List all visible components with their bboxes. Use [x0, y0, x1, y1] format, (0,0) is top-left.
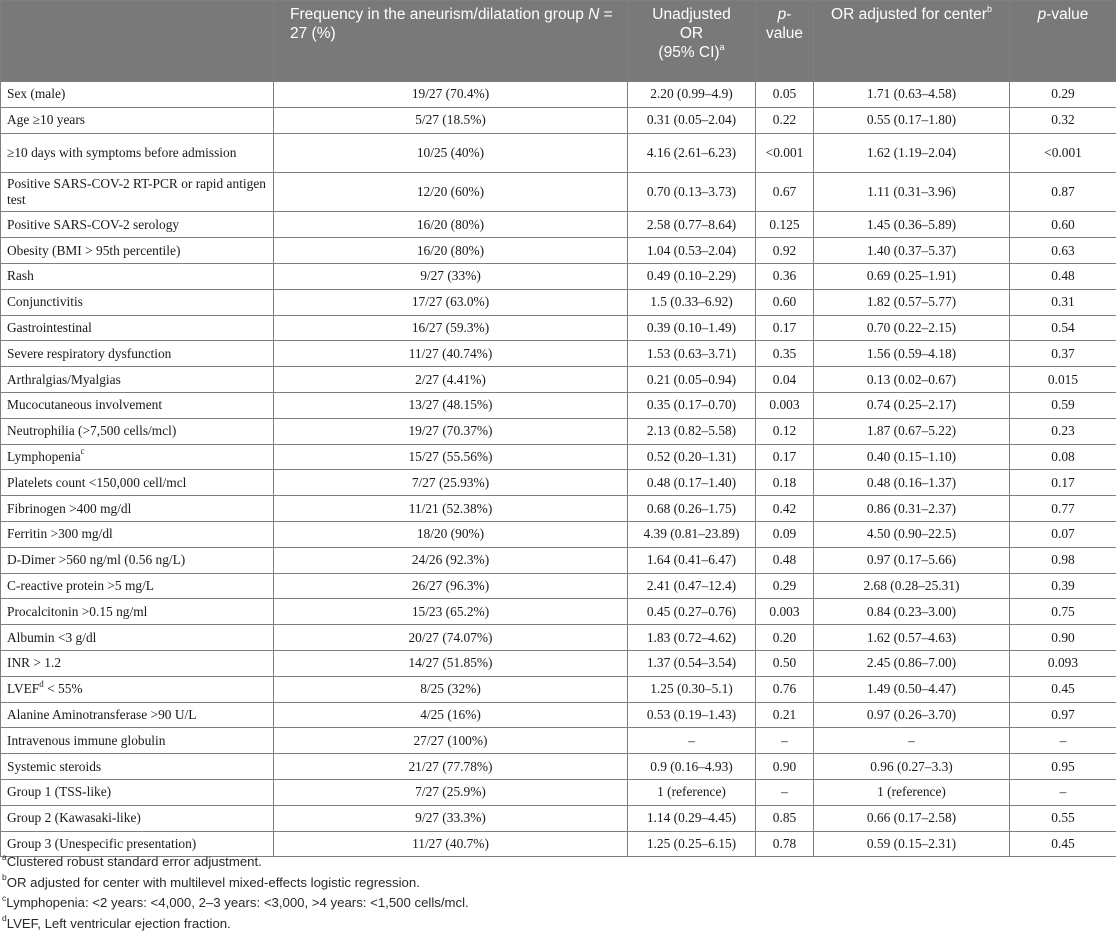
table-row: [1, 779, 1116, 805]
cell-p-value-unadjusted: 0.09: [756, 521, 814, 547]
cell-unadjusted-or: 0.52 (0.20–1.31): [628, 444, 756, 470]
cell-frequency: 16/20 (80%): [274, 238, 628, 264]
variable-footnote-mark: d: [39, 678, 44, 689]
cell-p-value-unadjusted: 0.20: [756, 625, 814, 651]
variable-label: Group 3 (Unespecific presentation): [7, 835, 197, 851]
header-adjusted-or: [814, 1, 1010, 82]
variable-label: Systemic steroids: [7, 758, 102, 774]
cell-frequency: 4/25 (16%): [274, 702, 628, 728]
cell-p-value-unadjusted: 0.48: [756, 547, 814, 573]
cell-p-value-adjusted: 0.63: [1010, 238, 1116, 264]
cell-variable: [1, 82, 274, 108]
cell-frequency: 12/20 (60%): [274, 172, 628, 211]
cell-p-value-adjusted: 0.29: [1010, 82, 1116, 108]
cell-p-value-unadjusted: 0.22: [756, 107, 814, 133]
cell-adjusted-or: 1.87 (0.67–5.22): [814, 418, 1010, 444]
cell-p-value-adjusted: 0.90: [1010, 625, 1116, 651]
cell-p-value-unadjusted: 0.18: [756, 470, 814, 496]
cell-p-value-adjusted: –: [1010, 728, 1116, 754]
cell-unadjusted-or: 0.68 (0.26–1.75): [628, 496, 756, 522]
table-row: [1, 650, 1116, 676]
cell-frequency: 19/27 (70.4%): [274, 82, 628, 108]
cell-p-value-unadjusted: 0.29: [756, 573, 814, 599]
cell-frequency: 11/27 (40.74%): [274, 341, 628, 367]
cell-adjusted-or: 1.82 (0.57–5.77): [814, 289, 1010, 315]
cell-adjusted-or: –: [814, 728, 1010, 754]
header-p1-italic: p: [777, 6, 787, 23]
cell-variable: [1, 650, 274, 676]
cell-variable: [1, 521, 274, 547]
cell-adjusted-or: 1.49 (0.50–4.47): [814, 676, 1010, 702]
cell-unadjusted-or: 2.41 (0.47–12.4): [628, 573, 756, 599]
table-body: [1, 82, 1116, 857]
cell-adjusted-or: 1.56 (0.59–4.18): [814, 341, 1010, 367]
cell-adjusted-or: 0.66 (0.17–2.58): [814, 805, 1010, 831]
cell-adjusted-or: 1.62 (0.57–4.63): [814, 625, 1010, 651]
cell-adjusted-or: 0.13 (0.02–0.67): [814, 367, 1010, 393]
table-row: [1, 82, 1116, 108]
cell-p-value-adjusted: 0.08: [1010, 444, 1116, 470]
table-row: [1, 444, 1116, 470]
cell-frequency: 16/27 (59.3%): [274, 315, 628, 341]
variable-label: D-Dimer >560 ng/ml (0.56 ng/L): [7, 552, 186, 568]
variable-footnote-mark: c: [80, 446, 85, 457]
cell-adjusted-or: 0.69 (0.25–1.91): [814, 263, 1010, 289]
cell-variable: [1, 728, 274, 754]
cell-variable: [1, 341, 274, 367]
cell-variable: [1, 133, 274, 172]
cell-frequency: 9/27 (33%): [274, 263, 628, 289]
header-frequency-post: = 27 (%): [290, 6, 613, 42]
cell-frequency: 24/26 (92.3%): [274, 547, 628, 573]
cell-p-value-adjusted: 0.39: [1010, 573, 1116, 599]
footnote: [2, 893, 1112, 914]
cell-unadjusted-or: 1.37 (0.54–3.54): [628, 650, 756, 676]
cell-variable: [1, 599, 274, 625]
cell-frequency: 27/27 (100%): [274, 728, 628, 754]
cell-unadjusted-or: 0.45 (0.27–0.76): [628, 599, 756, 625]
cell-frequency: 18/20 (90%): [274, 521, 628, 547]
cell-frequency: 17/27 (63.0%): [274, 289, 628, 315]
table-row: [1, 496, 1116, 522]
cell-unadjusted-or: 1 (reference): [628, 779, 756, 805]
cell-unadjusted-or: 0.48 (0.17–1.40): [628, 470, 756, 496]
cell-p-value-adjusted: 0.48: [1010, 263, 1116, 289]
variable-label: Group 1 (TSS-like): [7, 784, 112, 800]
cell-frequency: 11/27 (40.7%): [274, 831, 628, 857]
cell-p-value-adjusted: 0.32: [1010, 107, 1116, 133]
cell-frequency: 13/27 (48.15%): [274, 392, 628, 418]
cell-adjusted-or: 1.40 (0.37–5.37): [814, 238, 1010, 264]
variable-label: Neutrophilia (>7,500 cells/mcl): [7, 423, 177, 439]
cell-p-value-unadjusted: 0.04: [756, 367, 814, 393]
cell-p-value-unadjusted: 0.21: [756, 702, 814, 728]
variable-label: Mucocutaneous involvement: [7, 397, 163, 413]
footnote-mark: c: [2, 892, 7, 903]
variable-label: Ferritin >300 mg/dl: [7, 526, 113, 542]
cell-p-value-adjusted: 0.23: [1010, 418, 1116, 444]
cell-variable: [1, 315, 274, 341]
table-row: [1, 599, 1116, 625]
variable-label: Lymphopenia: [7, 448, 81, 464]
header-unadjusted-line1: Unadjusted: [652, 6, 731, 23]
variable-label: Arthralgias/Myalgias: [7, 371, 121, 387]
cell-p-value-unadjusted: 0.60: [756, 289, 814, 315]
cell-frequency: 5/27 (18.5%): [274, 107, 628, 133]
cell-unadjusted-or: 1.53 (0.63–3.71): [628, 341, 756, 367]
cell-p-value-adjusted: 0.37: [1010, 341, 1116, 367]
cell-unadjusted-or: 2.20 (0.99–4.9): [628, 82, 756, 108]
variable-label: Obesity (BMI > 95th percentile): [7, 242, 181, 258]
cell-variable: [1, 754, 274, 780]
cell-variable: [1, 238, 274, 264]
cell-p-value-adjusted: 0.59: [1010, 392, 1116, 418]
header-frequency: [274, 1, 628, 82]
variable-label: Procalcitonin >0.15 ng/ml: [7, 603, 148, 619]
cell-unadjusted-or: 1.5 (0.33–6.92): [628, 289, 756, 315]
cell-unadjusted-or: 1.83 (0.72–4.62): [628, 625, 756, 651]
header-adjusted-text: OR adjusted for center: [831, 6, 987, 23]
cell-p-value-adjusted: 0.98: [1010, 547, 1116, 573]
header-p2-italic: p: [1037, 6, 1047, 23]
table-row: [1, 805, 1116, 831]
header-variable: [1, 1, 274, 82]
cell-frequency: 15/23 (65.2%): [274, 599, 628, 625]
variable-label: ≥10 days with symptoms before admission: [7, 144, 237, 160]
variable-label: Alanine Aminotransferase >90 U/L: [7, 706, 197, 722]
cell-p-value-unadjusted: 0.78: [756, 831, 814, 857]
variable-label: C-reactive protein >5 mg/L: [7, 577, 154, 593]
cell-unadjusted-or: 0.70 (0.13–3.73): [628, 172, 756, 211]
cell-unadjusted-or: 4.16 (2.61–6.23): [628, 133, 756, 172]
header-row: [1, 1, 1116, 82]
cell-adjusted-or: 1.45 (0.36–5.89): [814, 212, 1010, 238]
cell-variable: [1, 107, 274, 133]
cell-variable: [1, 496, 274, 522]
cell-adjusted-or: 0.86 (0.31–2.37): [814, 496, 1010, 522]
cell-adjusted-or: 0.74 (0.25–2.17): [814, 392, 1010, 418]
header-p-value-1: [756, 1, 814, 82]
cell-variable: [1, 625, 274, 651]
footnote-mark: b: [2, 872, 7, 883]
cell-frequency: 8/25 (32%): [274, 676, 628, 702]
variable-label: Gastrointestinal: [7, 319, 92, 335]
cell-frequency: 16/20 (80%): [274, 212, 628, 238]
cell-frequency: 10/25 (40%): [274, 133, 628, 172]
footnote-mark: d: [2, 913, 7, 924]
table-row: [1, 625, 1116, 651]
table-row: [1, 728, 1116, 754]
cell-variable: [1, 212, 274, 238]
footnote: [2, 914, 1112, 935]
cell-adjusted-or: 0.48 (0.16–1.37): [814, 470, 1010, 496]
variable-label: Sex (male): [7, 86, 66, 102]
cell-variable: [1, 676, 274, 702]
table-row: [1, 367, 1116, 393]
cell-unadjusted-or: 1.04 (0.53–2.04): [628, 238, 756, 264]
cell-variable: [1, 444, 274, 470]
cell-p-value-adjusted: 0.55: [1010, 805, 1116, 831]
cell-p-value-adjusted: 0.093: [1010, 650, 1116, 676]
cell-unadjusted-or: 0.39 (0.10–1.49): [628, 315, 756, 341]
cell-p-value-adjusted: 0.015: [1010, 367, 1116, 393]
cell-variable: [1, 418, 274, 444]
cell-p-value-adjusted: –: [1010, 779, 1116, 805]
cell-unadjusted-or: 1.14 (0.29–4.45): [628, 805, 756, 831]
cell-variable: [1, 289, 274, 315]
cell-variable: [1, 367, 274, 393]
header-p2-rest: -value: [1046, 6, 1089, 23]
cell-variable: [1, 547, 274, 573]
header-unadjusted-line2: OR: [679, 25, 704, 42]
table-row: [1, 547, 1116, 573]
cell-p-value-unadjusted: 0.42: [756, 496, 814, 522]
cell-frequency: 26/27 (96.3%): [274, 573, 628, 599]
cell-p-value-unadjusted: 0.17: [756, 444, 814, 470]
cell-p-value-adjusted: 0.45: [1010, 676, 1116, 702]
cell-frequency: 15/27 (55.56%): [274, 444, 628, 470]
cell-p-value-unadjusted: 0.35: [756, 341, 814, 367]
cell-p-value-adjusted: 0.75: [1010, 599, 1116, 625]
cell-p-value-unadjusted: 0.67: [756, 172, 814, 211]
footnote: [2, 852, 1112, 873]
cell-adjusted-or: 0.97 (0.26–3.70): [814, 702, 1010, 728]
cell-p-value-adjusted: 0.45: [1010, 831, 1116, 857]
variable-label: Severe respiratory dysfunction: [7, 345, 172, 361]
cell-adjusted-or: 0.84 (0.23–3.00): [814, 599, 1010, 625]
cell-p-value-adjusted: 0.07: [1010, 521, 1116, 547]
cell-p-value-unadjusted: 0.003: [756, 599, 814, 625]
cell-variable: [1, 263, 274, 289]
footnote-text: OR adjusted for center with multilevel mixed-effects logistic regression.: [6, 874, 420, 890]
variable-label: Platelets count <150,000 cell/mcl: [7, 474, 187, 490]
footnote-mark: a: [2, 851, 7, 862]
cell-p-value-unadjusted: 0.76: [756, 676, 814, 702]
cell-unadjusted-or: 0.31 (0.05–2.04): [628, 107, 756, 133]
cell-variable: [1, 702, 274, 728]
table-row: [1, 263, 1116, 289]
table-row: [1, 315, 1116, 341]
table-row: [1, 172, 1116, 211]
cell-p-value-unadjusted: 0.50: [756, 650, 814, 676]
cell-p-value-unadjusted: 0.92: [756, 238, 814, 264]
cell-p-value-unadjusted: –: [756, 728, 814, 754]
cell-variable: [1, 779, 274, 805]
cell-p-value-unadjusted: <0.001: [756, 133, 814, 172]
table-row: [1, 392, 1116, 418]
variable-label: Positive SARS-COV-2 serology: [7, 216, 180, 232]
cell-frequency: 21/27 (77.78%): [274, 754, 628, 780]
variable-label: Conjunctivitis: [7, 294, 83, 310]
table-row: [1, 470, 1116, 496]
cell-adjusted-or: 2.45 (0.86–7.00): [814, 650, 1010, 676]
cell-variable: [1, 172, 274, 211]
cell-p-value-adjusted: 0.87: [1010, 172, 1116, 211]
cell-p-value-unadjusted: 0.36: [756, 263, 814, 289]
cell-variable: [1, 470, 274, 496]
cell-p-value-unadjusted: 0.003: [756, 392, 814, 418]
header-unadjusted-sup: a: [719, 41, 725, 52]
table-row: [1, 418, 1116, 444]
footnote: [2, 873, 1112, 894]
cell-p-value-unadjusted: 0.125: [756, 212, 814, 238]
footnote-text: Clustered robust standard error adjustment.: [6, 854, 262, 869]
cell-p-value-adjusted: 0.31: [1010, 289, 1116, 315]
cell-p-value-adjusted: 0.17: [1010, 470, 1116, 496]
header-adjusted-sup: b: [986, 3, 992, 14]
cell-adjusted-or: 1.62 (1.19–2.04): [814, 133, 1010, 172]
cell-adjusted-or: 1.11 (0.31–3.96): [814, 172, 1010, 211]
cell-frequency: 7/27 (25.9%): [274, 779, 628, 805]
table-row: [1, 107, 1116, 133]
cell-p-value-unadjusted: 0.12: [756, 418, 814, 444]
cell-p-value-adjusted: 0.77: [1010, 496, 1116, 522]
cell-frequency: 19/27 (70.37%): [274, 418, 628, 444]
variable-label: Fibrinogen >400 mg/dl: [7, 500, 132, 516]
variable-label: Rash: [7, 268, 34, 284]
cell-unadjusted-or: 4.39 (0.81–23.89): [628, 521, 756, 547]
variable-label: Positive SARS-COV-2 RT-PCR or rapid antigen test: [7, 176, 266, 208]
header-p1-rest: -value: [765, 6, 804, 42]
variable-label: Age ≥10 years: [7, 112, 85, 128]
header-p-value-2: [1010, 1, 1116, 82]
cell-p-value-adjusted: 0.60: [1010, 212, 1116, 238]
cell-frequency: 9/27 (33.3%): [274, 805, 628, 831]
header-unadjusted-or: [628, 1, 756, 82]
variable-label: LVEF: [7, 681, 40, 697]
cell-adjusted-or: 4.50 (0.90–22.5): [814, 521, 1010, 547]
cell-adjusted-or: 0.59 (0.15–2.31): [814, 831, 1010, 857]
footnote-text: LVEF, Left ventricular ejection fraction.: [6, 915, 231, 931]
table-row: [1, 238, 1116, 264]
cell-unadjusted-or: 1.25 (0.25–6.15): [628, 831, 756, 857]
cell-p-value-unadjusted: 0.17: [756, 315, 814, 341]
cell-adjusted-or: 1 (reference): [814, 779, 1010, 805]
footnote-text: Lymphopenia: <2 years: <4,000, 2–3 years: <3,000, >4 years: <1,500 cells/mcl.: [6, 895, 469, 911]
cell-unadjusted-or: 2.13 (0.82–5.58): [628, 418, 756, 444]
cell-adjusted-or: 0.40 (0.15–1.10): [814, 444, 1010, 470]
cell-p-value-unadjusted: –: [756, 779, 814, 805]
table-row: [1, 702, 1116, 728]
header-frequency-pre: Frequency in the aneurism/dilatation group: [290, 6, 589, 23]
table-header: [1, 1, 1116, 82]
header-frequency-n: N: [588, 6, 600, 23]
table-row: [1, 212, 1116, 238]
cell-unadjusted-or: 0.53 (0.19–1.43): [628, 702, 756, 728]
cell-variable: [1, 805, 274, 831]
cell-variable: [1, 392, 274, 418]
cell-unadjusted-or: 1.25 (0.30–5.1): [628, 676, 756, 702]
cell-adjusted-or: 2.68 (0.28–25.31): [814, 573, 1010, 599]
variable-label: Group 2 (Kawasaki-like): [7, 810, 141, 826]
cell-p-value-unadjusted: 0.90: [756, 754, 814, 780]
cell-p-value-adjusted: 0.95: [1010, 754, 1116, 780]
cell-unadjusted-or: 2.58 (0.77–8.64): [628, 212, 756, 238]
cell-unadjusted-or: 0.21 (0.05–0.94): [628, 367, 756, 393]
cell-p-value-adjusted: 0.54: [1010, 315, 1116, 341]
cell-p-value-adjusted: 0.97: [1010, 702, 1116, 728]
table-row: [1, 289, 1116, 315]
cell-p-value-unadjusted: 0.85: [756, 805, 814, 831]
variable-label: INR > 1.2: [7, 655, 62, 671]
cell-frequency: 20/27 (74.07%): [274, 625, 628, 651]
cell-frequency: 2/27 (4.41%): [274, 367, 628, 393]
table-row: [1, 573, 1116, 599]
cell-adjusted-or: 1.71 (0.63–4.58): [814, 82, 1010, 108]
variable-label: Albumin <3 g/dl: [7, 629, 97, 645]
table-row: [1, 754, 1116, 780]
cell-p-value-adjusted: <0.001: [1010, 133, 1116, 172]
cell-unadjusted-or: 1.64 (0.41–6.47): [628, 547, 756, 573]
table-row: [1, 133, 1116, 172]
cell-unadjusted-or: 0.49 (0.10–2.29): [628, 263, 756, 289]
variable-label: Intravenous immune globulin: [7, 732, 166, 748]
variable-label-suffix: < 55%: [43, 681, 83, 697]
header-unadjusted-line3: (95% CI): [658, 44, 720, 61]
cell-adjusted-or: 0.55 (0.17–1.80): [814, 107, 1010, 133]
cell-variable: [1, 573, 274, 599]
table-row: [1, 521, 1116, 547]
table-row: [1, 676, 1116, 702]
cell-frequency: 11/21 (52.38%): [274, 496, 628, 522]
cell-frequency: 7/27 (25.93%): [274, 470, 628, 496]
cell-adjusted-or: 0.97 (0.17–5.66): [814, 547, 1010, 573]
cell-frequency: 14/27 (51.85%): [274, 650, 628, 676]
table-row: [1, 341, 1116, 367]
cell-unadjusted-or: 0.9 (0.16–4.93): [628, 754, 756, 780]
cell-adjusted-or: 0.70 (0.22–2.15): [814, 315, 1010, 341]
cell-adjusted-or: 0.96 (0.27–3.3): [814, 754, 1010, 780]
cell-p-value-unadjusted: 0.05: [756, 82, 814, 108]
cell-unadjusted-or: –: [628, 728, 756, 754]
cell-unadjusted-or: 0.35 (0.17–0.70): [628, 392, 756, 418]
footnotes: [2, 852, 1112, 934]
